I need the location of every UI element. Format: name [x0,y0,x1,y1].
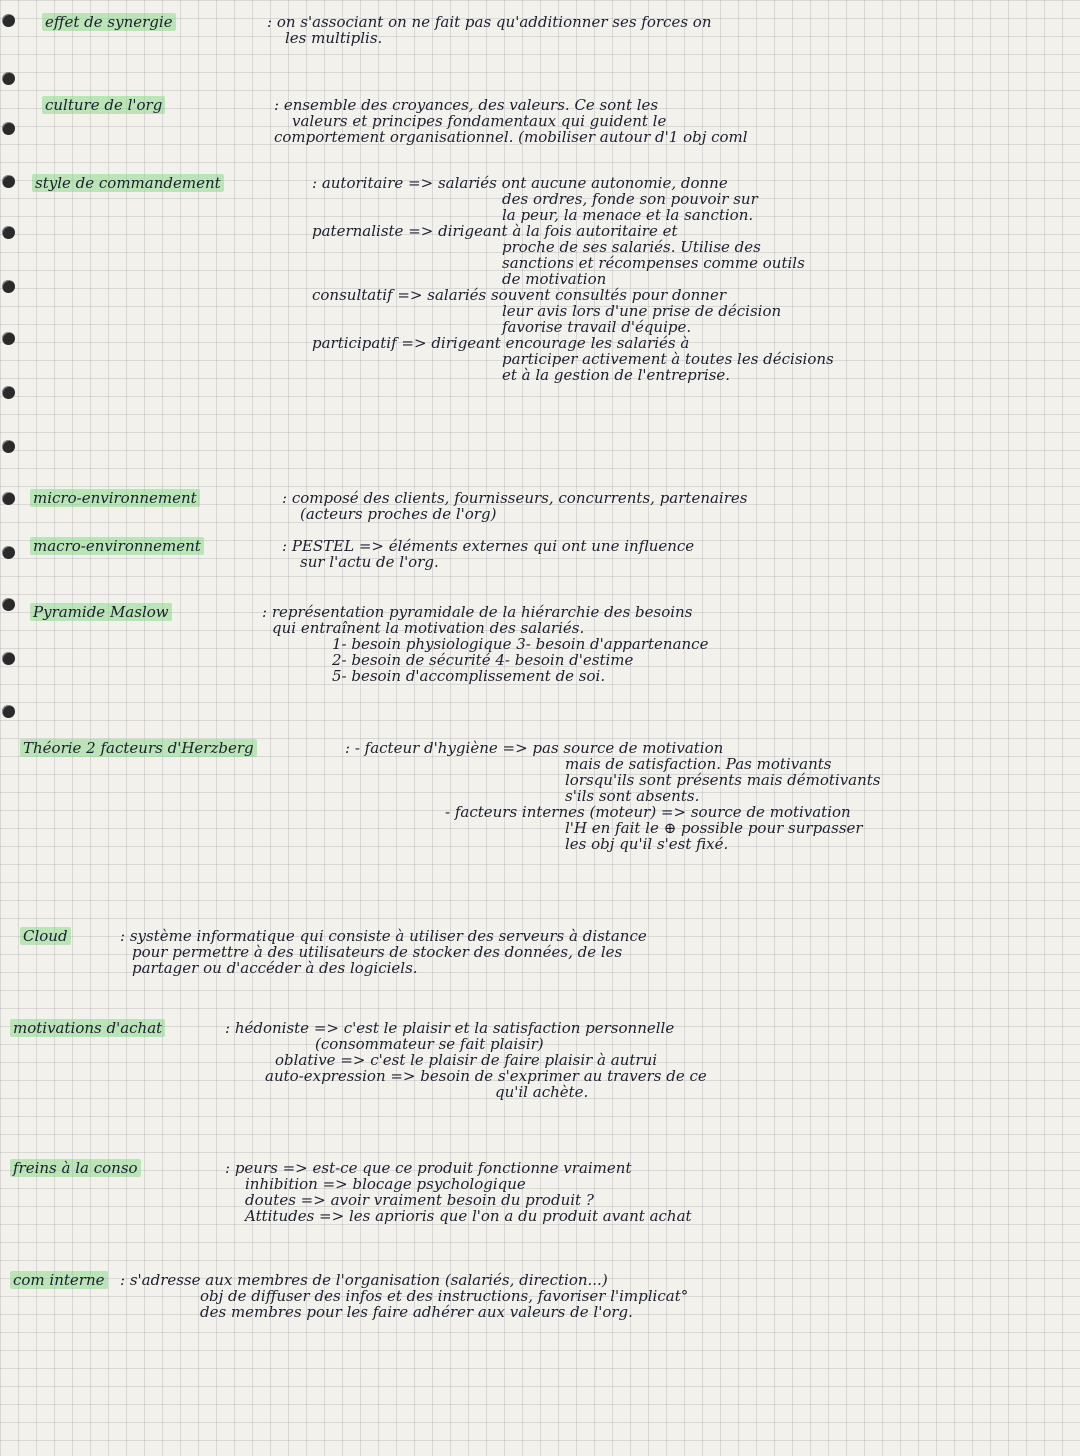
entry-term: Cloud [20,927,71,945]
entry-term: effet de synergie [42,13,176,31]
entry-term: macro-environnement [30,537,204,555]
entry-line: qui entraînent la motivation des salariés. [272,619,585,637]
entry-term: micro-environnement [30,489,200,507]
entry-line: : représentation pyramidale de la hiérarchie des besoins [262,603,693,621]
entry-line: : s'adresse aux membres de l'organisation (salariés, direction...) [120,1271,608,1289]
entry-freins-conso [10,1159,692,1225]
entry-line: qu'il achète. [495,1083,589,1101]
entry-line: (consommateur se fait plaisir) [315,1035,544,1053]
entry-line: : - facteur d'hygiène => pas source de motivation [345,739,724,757]
entry-line: : système informatique qui consiste à utiliser des serveurs à distance [120,927,647,945]
entry-pyramide-maslow [30,603,709,685]
entry-style-commandement [32,174,834,384]
entry-motivations-achat [10,1019,707,1101]
entry-line: - facteurs internes (moteur) => source de motivation [445,803,851,821]
entry-line: partager ou d'accéder à des logiciels. [132,959,418,977]
entry-cloud [20,927,647,977]
entry-line: lorsqu'ils sont présents mais démotivants [565,771,881,789]
entry-line: obj de diffuser des infos et des instructions, favoriser l'implicat° [200,1287,689,1305]
entry-line: de motivation [502,270,607,288]
entry-line: auto-expression => besoin de s'exprimer au travers de ce [265,1067,707,1085]
entry-line: : composé des clients, fournisseurs, concurrents, partenaires [282,489,748,507]
entry-line: sanctions et récompenses comme outils [502,254,805,272]
entry-line: : peurs => est-ce que ce produit fonctionne vraiment [225,1159,632,1177]
entry-line: mais de satisfaction. Pas motivants [565,755,832,773]
entry-line: valeurs et principes fondamentaux qui guident le [292,112,667,130]
entry-macro-environnement [30,537,695,571]
entry-line: : autoritaire => salariés ont aucune autonomie, donne [312,174,728,192]
entry-line: pour permettre à des utilisateurs de stocker des données, de les [132,943,623,961]
entry-term: Théorie 2 facteurs d'Herzberg [20,739,257,757]
entry-com-interne [10,1271,689,1321]
entry-micro-environnement [30,489,748,523]
entry-term: style de commandement [32,174,224,192]
entry-line: oblative => c'est le plaisir de faire plaisir à autrui [275,1051,658,1069]
notebook-spiral-holes [0,0,30,1456]
entry-line: 5- besoin d'accomplissement de soi. [332,667,606,685]
entry-line: : on s'associant on ne fait pas qu'additionner ses forces on [267,13,712,31]
entry-line: : ensemble des croyances, des valeurs. Ce sont les [274,96,659,114]
entry-line: participatif => dirigeant encourage les salariés à [312,334,690,352]
entry-term: motivations d'achat [10,1019,165,1037]
entry-line: : hédoniste => c'est le plaisir et la satisfaction personnelle [225,1019,675,1037]
entry-line: proche de ses salariés. Utilise des [502,238,761,256]
entry-line: : PESTEL => éléments externes qui ont une influence [282,537,695,555]
entry-term: Pyramide Maslow [30,603,172,621]
entry-herzberg [20,739,881,853]
entry-line: des membres pour les faire adhérer aux valeurs de l'org. [200,1303,633,1321]
entry-term: freins à la conso [10,1159,141,1177]
entry-line: inhibition => blocage psychologique [245,1175,526,1193]
entry-line: doutes => avoir vraiment besoin du produit ? [245,1191,594,1209]
entry-line: l'H en fait le ⊕ possible pour surpasser [565,819,863,837]
entry-line: des ordres, fonde son pouvoir sur [502,190,758,208]
entry-line: les obj qu'il s'est fixé. [565,835,729,853]
entry-line: et à la gestion de l'entreprise. [502,366,731,384]
entry-culture-org [42,96,748,146]
entry-line: s'ils sont absents. [565,787,700,805]
entry-line: sur l'actu de l'org. [300,553,439,571]
entry-term: culture de l'org [42,96,165,114]
entry-line: Attitudes => les aprioris que l'on a du produit avant achat [245,1207,692,1225]
entry-line: leur avis lors d'une prise de décision [502,302,782,320]
entry-line: participer activement à toutes les décisions [502,350,834,368]
entry-line: favorise travail d'équipe. [502,318,692,336]
entry-line: la peur, la menace et la sanction. [502,206,754,224]
entry-line: paternaliste => dirigeant à la fois autoritaire et [312,222,678,240]
entry-line: 1- besoin physiologique 3- besoin d'appartenance [332,635,709,653]
entry-line: (acteurs proches de l'org) [300,505,497,523]
entry-line: 2- besoin de sécurité 4- besoin d'estime [332,651,634,669]
entry-line: les multiplis. [285,29,383,47]
entry-line: consultatif => salariés souvent consultés pour donner [312,286,727,304]
entry-effet-synergie [42,13,712,47]
entry-line: comportement organisationnel. (mobiliser autour d'1 obj coml [274,128,748,146]
entry-term: com interne [10,1271,108,1289]
